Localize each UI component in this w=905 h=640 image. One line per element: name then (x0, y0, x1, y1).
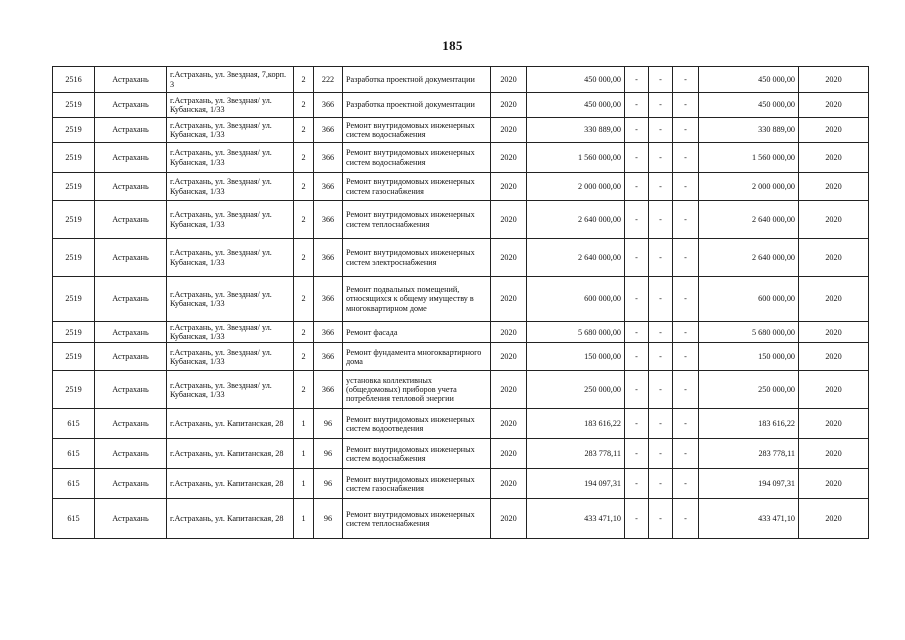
page-number: 185 (442, 38, 463, 53)
work-type-cell: Разработка проектной документации (343, 67, 491, 93)
work-type-cell: Ремонт подвальных помещений, относящихся к общему имуществу в многоквартирном доме (343, 277, 491, 322)
city-cell: Астрахань (95, 499, 167, 539)
completion-year-cell: 2020 (799, 277, 869, 322)
record-id-cell: 615 (53, 469, 95, 499)
address-cell: г.Астрахань, ул. Звездная/ ул. Кубанская, 1/33 (167, 322, 294, 343)
work-type-cell: Ремонт внутридомовых инженерных систем водоснабжения (343, 118, 491, 143)
table-row (53, 371, 869, 409)
floors-cell: 2 (294, 201, 314, 239)
city-cell: Астрахань (95, 409, 167, 439)
table-row (53, 118, 869, 143)
work-type-cell: Ремонт внутридомовых инженерных систем газоснабжения (343, 469, 491, 499)
empty-value-cell: - (649, 371, 673, 409)
total-cost-cell: 450 000,00 (699, 67, 799, 93)
empty-value-cell: - (625, 201, 649, 239)
repair-registry-table (52, 66, 869, 539)
total-cost-cell: 283 778,11 (699, 439, 799, 469)
empty-value-cell: - (673, 371, 699, 409)
empty-value-cell: - (625, 239, 649, 277)
cost-cell: 600 000,00 (527, 277, 625, 322)
address-cell: г.Астрахань, ул. Звездная/ ул. Кубанская, 1/33 (167, 93, 294, 118)
empty-value-cell: - (625, 499, 649, 539)
empty-value-cell: - (625, 322, 649, 343)
year-cell: 2020 (491, 343, 527, 371)
year-cell: 2020 (491, 277, 527, 322)
empty-value-cell: - (673, 67, 699, 93)
city-cell: Астрахань (95, 239, 167, 277)
record-id-cell: 2519 (53, 322, 95, 343)
cost-cell: 330 889,00 (527, 118, 625, 143)
record-id-cell: 2519 (53, 277, 95, 322)
work-type-cell: Ремонт фундамента многоквартирного дома (343, 343, 491, 371)
empty-value-cell: - (673, 143, 699, 173)
empty-value-cell: - (625, 439, 649, 469)
completion-year-cell: 2020 (799, 499, 869, 539)
table-row (53, 143, 869, 173)
empty-value-cell: - (625, 67, 649, 93)
table-row (53, 173, 869, 201)
record-id-cell: 2519 (53, 118, 95, 143)
empty-value-cell: - (649, 67, 673, 93)
table-row (53, 201, 869, 239)
floors-cell: 1 (294, 469, 314, 499)
address-cell: г.Астрахань, ул. Звездная, 7,корп. 3 (167, 67, 294, 93)
record-id-cell: 2519 (53, 371, 95, 409)
apartments-cell: 96 (314, 409, 343, 439)
completion-year-cell: 2020 (799, 322, 869, 343)
table-row (53, 93, 869, 118)
year-cell: 2020 (491, 322, 527, 343)
total-cost-cell: 150 000,00 (699, 343, 799, 371)
record-id-cell: 2519 (53, 93, 95, 118)
city-cell: Астрахань (95, 322, 167, 343)
work-type-cell: Ремонт внутридомовых инженерных систем теплоснабжения (343, 201, 491, 239)
address-cell: г.Астрахань, ул. Капитанская, 28 (167, 469, 294, 499)
empty-value-cell: - (649, 343, 673, 371)
city-cell: Астрахань (95, 343, 167, 371)
empty-value-cell: - (649, 173, 673, 201)
work-type-cell: Ремонт внутридомовых инженерных систем водоснабжения (343, 143, 491, 173)
total-cost-cell: 250 000,00 (699, 371, 799, 409)
empty-value-cell: - (649, 143, 673, 173)
apartments-cell: 366 (314, 322, 343, 343)
work-type-cell: Ремонт внутридомовых инженерных систем электроснабжения (343, 239, 491, 277)
total-cost-cell: 450 000,00 (699, 93, 799, 118)
address-cell: г.Астрахань, ул. Звездная/ ул. Кубанская, 1/33 (167, 201, 294, 239)
floors-cell: 2 (294, 143, 314, 173)
empty-value-cell: - (649, 201, 673, 239)
floors-cell: 2 (294, 173, 314, 201)
floors-cell: 1 (294, 409, 314, 439)
floors-cell: 2 (294, 239, 314, 277)
empty-value-cell: - (673, 499, 699, 539)
address-cell: г.Астрахань, ул. Капитанская, 28 (167, 409, 294, 439)
empty-value-cell: - (625, 277, 649, 322)
empty-value-cell: - (625, 343, 649, 371)
cost-cell: 183 616,22 (527, 409, 625, 439)
cost-cell: 283 778,11 (527, 439, 625, 469)
floors-cell: 2 (294, 343, 314, 371)
address-cell: г.Астрахань, ул. Капитанская, 28 (167, 499, 294, 539)
empty-value-cell: - (673, 322, 699, 343)
address-cell: г.Астрахань, ул. Звездная/ ул. Кубанская, 1/33 (167, 343, 294, 371)
completion-year-cell: 2020 (799, 143, 869, 173)
work-type-cell: установка коллективных (общедомовых) приборов учета потребления тепловой энергии (343, 371, 491, 409)
empty-value-cell: - (673, 469, 699, 499)
city-cell: Астрахань (95, 439, 167, 469)
empty-value-cell: - (673, 201, 699, 239)
year-cell: 2020 (491, 93, 527, 118)
floors-cell: 2 (294, 322, 314, 343)
empty-value-cell: - (649, 469, 673, 499)
empty-value-cell: - (673, 239, 699, 277)
cost-cell: 2 000 000,00 (527, 173, 625, 201)
total-cost-cell: 1 560 000,00 (699, 143, 799, 173)
floors-cell: 1 (294, 499, 314, 539)
year-cell: 2020 (491, 239, 527, 277)
year-cell: 2020 (491, 499, 527, 539)
empty-value-cell: - (649, 118, 673, 143)
apartments-cell: 366 (314, 277, 343, 322)
empty-value-cell: - (673, 343, 699, 371)
cost-cell: 2 640 000,00 (527, 201, 625, 239)
floors-cell: 2 (294, 118, 314, 143)
record-id-cell: 2519 (53, 201, 95, 239)
table-row (53, 322, 869, 343)
city-cell: Астрахань (95, 118, 167, 143)
apartments-cell: 366 (314, 143, 343, 173)
total-cost-cell: 600 000,00 (699, 277, 799, 322)
empty-value-cell: - (625, 118, 649, 143)
total-cost-cell: 194 097,31 (699, 469, 799, 499)
apartments-cell: 96 (314, 439, 343, 469)
total-cost-cell: 5 680 000,00 (699, 322, 799, 343)
city-cell: Астрахань (95, 371, 167, 409)
completion-year-cell: 2020 (799, 371, 869, 409)
completion-year-cell: 2020 (799, 409, 869, 439)
table-row (53, 67, 869, 93)
record-id-cell: 2519 (53, 239, 95, 277)
address-cell: г.Астрахань, ул. Звездная/ ул. Кубанская, 1/33 (167, 371, 294, 409)
apartments-cell: 366 (314, 343, 343, 371)
cost-cell: 450 000,00 (527, 93, 625, 118)
year-cell: 2020 (491, 173, 527, 201)
city-cell: Астрахань (95, 469, 167, 499)
apartments-cell: 366 (314, 118, 343, 143)
cost-cell: 194 097,31 (527, 469, 625, 499)
record-id-cell: 2516 (53, 67, 95, 93)
empty-value-cell: - (673, 277, 699, 322)
completion-year-cell: 2020 (799, 93, 869, 118)
apartments-cell: 366 (314, 239, 343, 277)
apartments-cell: 96 (314, 469, 343, 499)
cost-cell: 450 000,00 (527, 67, 625, 93)
total-cost-cell: 2 000 000,00 (699, 173, 799, 201)
year-cell: 2020 (491, 67, 527, 93)
floors-cell: 2 (294, 67, 314, 93)
apartments-cell: 366 (314, 93, 343, 118)
table-row (53, 277, 869, 322)
cost-cell: 250 000,00 (527, 371, 625, 409)
city-cell: Астрахань (95, 67, 167, 93)
year-cell: 2020 (491, 439, 527, 469)
total-cost-cell: 2 640 000,00 (699, 201, 799, 239)
year-cell: 2020 (491, 469, 527, 499)
completion-year-cell: 2020 (799, 173, 869, 201)
completion-year-cell: 2020 (799, 118, 869, 143)
work-type-cell: Разработка проектной документации (343, 93, 491, 118)
empty-value-cell: - (649, 93, 673, 118)
work-type-cell: Ремонт фасада (343, 322, 491, 343)
empty-value-cell: - (625, 93, 649, 118)
completion-year-cell: 2020 (799, 239, 869, 277)
address-cell: г.Астрахань, ул. Звездная/ ул. Кубанская, 1/33 (167, 118, 294, 143)
record-id-cell: 615 (53, 499, 95, 539)
year-cell: 2020 (491, 371, 527, 409)
work-type-cell: Ремонт внутридомовых инженерных систем водоотведения (343, 409, 491, 439)
apartments-cell: 96 (314, 499, 343, 539)
address-cell: г.Астрахань, ул. Звездная/ ул. Кубанская, 1/33 (167, 173, 294, 201)
record-id-cell: 2519 (53, 173, 95, 201)
city-cell: Астрахань (95, 277, 167, 322)
cost-cell: 150 000,00 (527, 343, 625, 371)
city-cell: Астрахань (95, 173, 167, 201)
record-id-cell: 2519 (53, 343, 95, 371)
empty-value-cell: - (673, 93, 699, 118)
completion-year-cell: 2020 (799, 469, 869, 499)
table-row (53, 239, 869, 277)
empty-value-cell: - (649, 439, 673, 469)
city-cell: Астрахань (95, 143, 167, 173)
empty-value-cell: - (625, 143, 649, 173)
record-id-cell: 615 (53, 439, 95, 469)
record-id-cell: 615 (53, 409, 95, 439)
empty-value-cell: - (673, 409, 699, 439)
completion-year-cell: 2020 (799, 343, 869, 371)
address-cell: г.Астрахань, ул. Звездная/ ул. Кубанская, 1/33 (167, 239, 294, 277)
table-row (53, 469, 869, 499)
table-row (53, 439, 869, 469)
floors-cell: 2 (294, 277, 314, 322)
total-cost-cell: 183 616,22 (699, 409, 799, 439)
work-type-cell: Ремонт внутридомовых инженерных систем теплоснабжения (343, 499, 491, 539)
cost-cell: 1 560 000,00 (527, 143, 625, 173)
empty-value-cell: - (649, 322, 673, 343)
apartments-cell: 366 (314, 173, 343, 201)
total-cost-cell: 2 640 000,00 (699, 239, 799, 277)
apartments-cell: 366 (314, 201, 343, 239)
empty-value-cell: - (673, 118, 699, 143)
empty-value-cell: - (625, 371, 649, 409)
completion-year-cell: 2020 (799, 67, 869, 93)
cost-cell: 2 640 000,00 (527, 239, 625, 277)
year-cell: 2020 (491, 409, 527, 439)
empty-value-cell: - (649, 277, 673, 322)
address-cell: г.Астрахань, ул. Капитанская, 28 (167, 439, 294, 469)
cost-cell: 5 680 000,00 (527, 322, 625, 343)
floors-cell: 2 (294, 371, 314, 409)
floors-cell: 1 (294, 439, 314, 469)
floors-cell: 2 (294, 93, 314, 118)
table-row (53, 409, 869, 439)
total-cost-cell: 433 471,10 (699, 499, 799, 539)
city-cell: Астрахань (95, 201, 167, 239)
table-row (53, 499, 869, 539)
empty-value-cell: - (649, 239, 673, 277)
empty-value-cell: - (673, 173, 699, 201)
apartments-cell: 366 (314, 371, 343, 409)
address-cell: г.Астрахань, ул. Звездная/ ул. Кубанская, 1/33 (167, 143, 294, 173)
year-cell: 2020 (491, 118, 527, 143)
address-cell: г.Астрахань, ул. Звездная/ ул. Кубанская, 1/33 (167, 277, 294, 322)
apartments-cell: 222 (314, 67, 343, 93)
empty-value-cell: - (625, 173, 649, 201)
total-cost-cell: 330 889,00 (699, 118, 799, 143)
work-type-cell: Ремонт внутридомовых инженерных систем водоснабжения (343, 439, 491, 469)
completion-year-cell: 2020 (799, 439, 869, 469)
year-cell: 2020 (491, 201, 527, 239)
empty-value-cell: - (625, 469, 649, 499)
record-id-cell: 2519 (53, 143, 95, 173)
empty-value-cell: - (649, 409, 673, 439)
year-cell: 2020 (491, 143, 527, 173)
city-cell: Астрахань (95, 93, 167, 118)
cost-cell: 433 471,10 (527, 499, 625, 539)
work-type-cell: Ремонт внутридомовых инженерных систем газоснабжения (343, 173, 491, 201)
table-row (53, 343, 869, 371)
empty-value-cell: - (649, 499, 673, 539)
completion-year-cell: 2020 (799, 201, 869, 239)
empty-value-cell: - (625, 409, 649, 439)
empty-value-cell: - (673, 439, 699, 469)
